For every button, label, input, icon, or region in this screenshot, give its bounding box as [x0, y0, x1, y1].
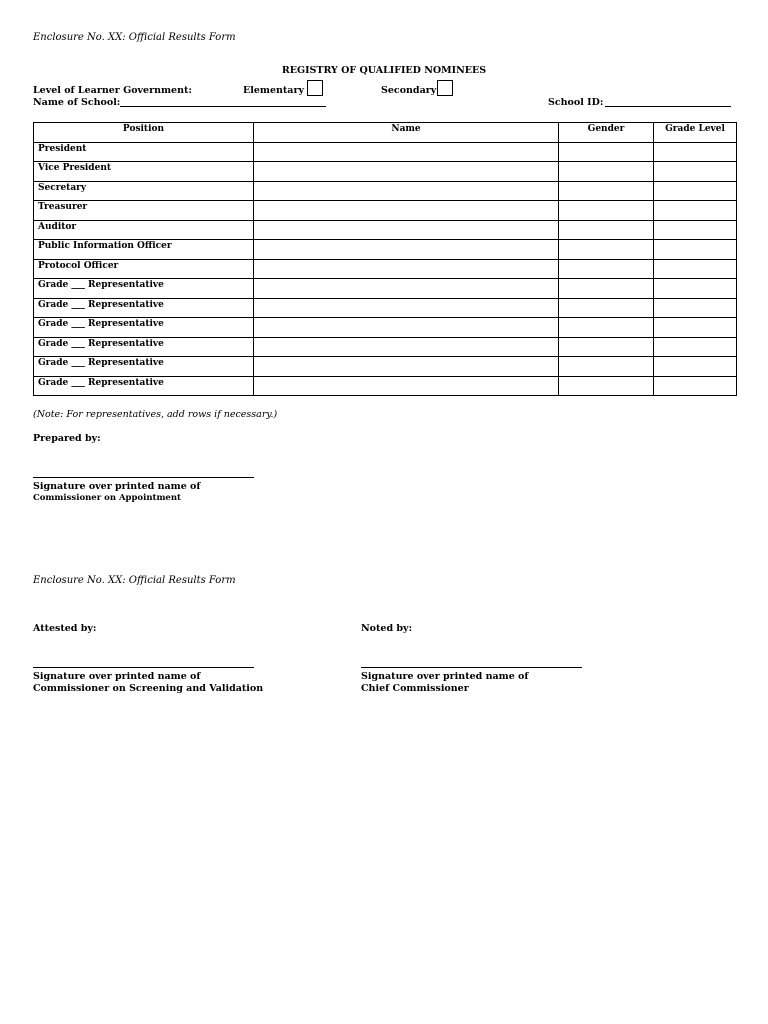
- prepared-role: Commissioner on Appointment: [33, 493, 181, 503]
- table-row: [34, 142, 737, 162]
- grade-level-cell[interactable]: [654, 337, 737, 357]
- secondary-label: Secondary: [381, 85, 437, 96]
- name-cell[interactable]: [254, 220, 559, 240]
- gender-cell[interactable]: [559, 337, 654, 357]
- grade-level-cell[interactable]: [654, 142, 737, 162]
- registry-table: [33, 122, 737, 396]
- gender-cell[interactable]: [559, 318, 654, 338]
- enclosure-label: Enclosure No. XX: Official Results Form: [33, 32, 236, 43]
- grade-level-cell[interactable]: [654, 376, 737, 396]
- name-cell[interactable]: [254, 142, 559, 162]
- grade-level-cell[interactable]: [654, 357, 737, 377]
- position-cell: Treasurer: [34, 201, 254, 221]
- table-row: [34, 220, 737, 240]
- header-grade-level: Grade Level: [654, 123, 737, 143]
- gender-cell[interactable]: [559, 220, 654, 240]
- elementary-checkbox[interactable]: [307, 80, 323, 96]
- position-cell: Grade ___ Representative: [34, 376, 254, 396]
- position-cell: Grade ___ Representative: [34, 337, 254, 357]
- grade-level-cell[interactable]: [654, 162, 737, 182]
- grade-level-cell[interactable]: [654, 220, 737, 240]
- position-cell: Grade ___ Representative: [34, 279, 254, 299]
- grade-level-cell[interactable]: [654, 240, 737, 260]
- table-row: [34, 259, 737, 279]
- gender-cell[interactable]: [559, 240, 654, 260]
- attested-by-label: Attested by:: [33, 623, 97, 634]
- grade-level-cell[interactable]: [654, 259, 737, 279]
- name-cell[interactable]: [254, 279, 559, 299]
- name-cell[interactable]: [254, 259, 559, 279]
- noted-by-label: Noted by:: [361, 623, 413, 634]
- gender-cell[interactable]: [559, 279, 654, 299]
- position-cell: Secretary: [34, 181, 254, 201]
- prepared-signature-line[interactable]: [33, 477, 254, 478]
- gender-cell[interactable]: [559, 142, 654, 162]
- table-note: (Note: For representatives, add rows if necessary.): [33, 409, 278, 420]
- secondary-checkbox[interactable]: [437, 80, 453, 96]
- table-row: [34, 162, 737, 182]
- grade-level-cell[interactable]: [654, 279, 737, 299]
- header-gender: Gender: [559, 123, 654, 143]
- position-cell: Auditor: [34, 220, 254, 240]
- position-cell: Public Information Officer: [34, 240, 254, 260]
- table-row: [34, 181, 737, 201]
- name-cell[interactable]: [254, 298, 559, 318]
- table-row: [34, 376, 737, 396]
- table-row: [34, 357, 737, 377]
- name-cell[interactable]: [254, 357, 559, 377]
- grade-level-cell[interactable]: [654, 298, 737, 318]
- name-cell[interactable]: [254, 201, 559, 221]
- gender-cell[interactable]: [559, 298, 654, 318]
- header-position: Position: [34, 123, 254, 143]
- gender-cell[interactable]: [559, 259, 654, 279]
- school-name-label: Name of School:: [33, 97, 121, 108]
- table-row: [34, 240, 737, 260]
- attested-role: Commissioner on Screening and Validation: [33, 683, 264, 694]
- header-name: Name: [254, 123, 559, 143]
- name-cell[interactable]: [254, 337, 559, 357]
- footer-enclosure-label: Enclosure No. XX: Official Results Form: [33, 575, 236, 586]
- noted-signature-line[interactable]: [361, 667, 582, 668]
- grade-level-cell[interactable]: [654, 201, 737, 221]
- name-cell[interactable]: [254, 162, 559, 182]
- form-title: REGISTRY OF QUALIFIED NOMINEES: [281, 65, 487, 76]
- table-row: [34, 279, 737, 299]
- gender-cell[interactable]: [559, 162, 654, 182]
- elementary-label: Elementary: [243, 85, 304, 96]
- gender-cell[interactable]: [559, 376, 654, 396]
- school-id-field[interactable]: [605, 106, 731, 107]
- noted-role: Chief Commissioner: [361, 683, 469, 694]
- position-cell: Grade ___ Representative: [34, 298, 254, 318]
- gender-cell[interactable]: [559, 181, 654, 201]
- grade-level-cell[interactable]: [654, 318, 737, 338]
- table-row: [34, 201, 737, 221]
- prepared-sig-caption: Signature over printed name of: [33, 481, 201, 492]
- grade-level-cell[interactable]: [654, 181, 737, 201]
- table-row: [34, 337, 737, 357]
- name-cell[interactable]: [254, 376, 559, 396]
- school-name-field[interactable]: [120, 106, 326, 107]
- position-cell: President: [34, 142, 254, 162]
- position-cell: Protocol Officer: [34, 259, 254, 279]
- table-row: [34, 318, 737, 338]
- position-cell: Grade ___ Representative: [34, 357, 254, 377]
- position-cell: Vice President: [34, 162, 254, 182]
- name-cell[interactable]: [254, 181, 559, 201]
- table-header-row: [34, 123, 737, 143]
- position-cell: Grade ___ Representative: [34, 318, 254, 338]
- name-cell[interactable]: [254, 318, 559, 338]
- noted-sig-caption: Signature over printed name of: [361, 671, 529, 682]
- name-cell[interactable]: [254, 240, 559, 260]
- school-id-label: School ID:: [548, 97, 604, 108]
- attested-sig-caption: Signature over printed name of: [33, 671, 201, 682]
- attested-signature-line[interactable]: [33, 667, 254, 668]
- gender-cell[interactable]: [559, 357, 654, 377]
- level-label: Level of Learner Government:: [33, 85, 192, 96]
- prepared-by-label: Prepared by:: [33, 433, 101, 444]
- table-row: [34, 298, 737, 318]
- gender-cell[interactable]: [559, 201, 654, 221]
